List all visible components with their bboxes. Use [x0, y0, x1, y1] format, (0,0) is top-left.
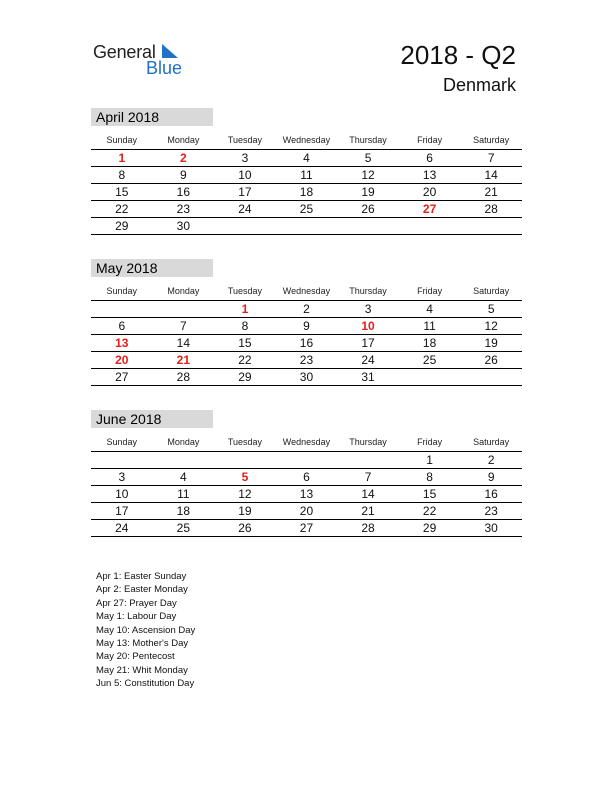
week-row	[91, 301, 522, 318]
day-cell	[276, 218, 338, 234]
day-cell: 5	[364, 151, 372, 165]
day-cell: 3	[118, 470, 126, 484]
logo-blue-text: Blue	[146, 58, 183, 78]
day-cell	[399, 218, 461, 234]
day-cell: 1	[118, 151, 126, 165]
day-cell	[337, 452, 399, 468]
day-cell: 13	[115, 336, 129, 350]
day-cell	[214, 452, 276, 468]
day-cell: 15	[115, 185, 129, 199]
day-cell: 26	[361, 202, 375, 216]
day-cell: 3	[241, 151, 249, 165]
day-cell: 8	[426, 470, 433, 484]
week-row	[91, 369, 522, 386]
holiday-item: May 21: Whit Monday	[96, 664, 188, 676]
week-row	[91, 503, 522, 520]
weekday-label: Monday	[167, 286, 200, 296]
day-cell: 20	[115, 353, 129, 367]
day-cell: 27	[422, 202, 437, 216]
day-cell	[214, 218, 276, 234]
day-cell: 4	[303, 151, 310, 165]
day-cell: 21	[484, 185, 498, 199]
country-name: Denmark	[442, 75, 516, 95]
weekday-label: Saturday	[473, 286, 510, 296]
weekday-label: Sunday	[106, 437, 138, 447]
page-title: 2018 - Q2	[400, 40, 516, 70]
weekday-label: Friday	[417, 286, 443, 296]
day-cell: 4	[426, 302, 433, 316]
month-title: June 2018	[91, 410, 213, 428]
day-cell: 12	[238, 487, 252, 501]
day-cell: 19	[484, 336, 498, 350]
day-cell: 20	[299, 504, 314, 518]
weekday-label: Monday	[167, 135, 200, 145]
day-cell: 5	[487, 302, 495, 316]
weekday-label: Monday	[167, 437, 200, 447]
holiday-item: Apr 27: Prayer Day	[96, 597, 177, 609]
day-cell: 18	[176, 504, 191, 518]
day-cell: 18	[422, 336, 437, 350]
logo-triangle-icon	[162, 44, 178, 58]
month-title: April 2018	[91, 108, 213, 126]
holiday-item: May 13: Mother's Day	[96, 638, 189, 650]
weekday-header	[91, 283, 522, 301]
day-cell: 29	[422, 521, 437, 535]
week-row	[91, 218, 522, 235]
day-cell: 7	[487, 151, 495, 165]
weekday-label: Thursday	[349, 437, 387, 447]
month-calendar	[91, 259, 522, 386]
day-cell: 27	[115, 370, 129, 384]
day-cell: 26	[484, 353, 498, 367]
day-cell: 14	[361, 487, 375, 501]
day-cell	[399, 369, 461, 385]
day-cell: 21	[361, 504, 375, 518]
day-cell: 11	[423, 319, 436, 333]
day-cell: 22	[238, 353, 252, 367]
day-cell: 17	[361, 336, 375, 350]
day-cell: 9	[487, 470, 495, 484]
week-row	[91, 201, 522, 218]
day-cell: 8	[241, 319, 249, 333]
day-cell	[337, 218, 399, 234]
day-cell: 18	[299, 185, 314, 199]
day-cell: 2	[487, 453, 495, 467]
week-row	[91, 167, 522, 184]
day-cell: 7	[180, 319, 187, 333]
weekday-label: Thursday	[349, 135, 387, 145]
day-cell: 24	[238, 202, 252, 216]
week-row	[91, 452, 522, 469]
weekday-label: Wednesday	[282, 135, 331, 145]
day-cell: 10	[115, 487, 129, 501]
day-cell: 28	[361, 521, 375, 535]
weekday-label: Thursday	[349, 286, 387, 296]
day-cell: 10	[361, 319, 375, 333]
day-cell	[276, 452, 338, 468]
day-cell: 25	[176, 521, 191, 535]
week-row	[91, 469, 522, 486]
weekday-label: Saturday	[473, 437, 510, 447]
day-cell: 17	[238, 185, 252, 199]
day-cell: 7	[364, 470, 372, 484]
holiday-item: May 20: Pentecost	[96, 651, 175, 663]
week-row	[91, 150, 522, 167]
weekday-label: Friday	[417, 135, 443, 145]
day-cell: 30	[176, 219, 191, 233]
day-cell: 2	[180, 151, 187, 165]
day-cell: 10	[238, 168, 252, 182]
day-cell: 22	[115, 202, 129, 216]
weekday-header	[91, 132, 522, 150]
holiday-item: May 1: Labour Day	[96, 611, 177, 623]
holiday-item: May 10: Ascension Day	[96, 624, 196, 636]
weekday-label: Sunday	[106, 286, 138, 296]
day-cell: 5	[241, 470, 249, 484]
day-cell: 6	[303, 470, 310, 484]
day-cell	[91, 301, 153, 317]
day-cell: 8	[118, 168, 126, 182]
day-cell: 28	[484, 202, 498, 216]
logo	[93, 40, 193, 80]
day-cell: 1	[241, 302, 249, 316]
weekday-label: Saturday	[473, 135, 510, 145]
day-cell: 25	[422, 353, 437, 367]
day-cell: 13	[299, 487, 314, 501]
day-cell: 29	[115, 219, 129, 233]
day-cell: 31	[361, 370, 375, 384]
day-cell	[91, 452, 153, 468]
day-cell: 22	[422, 504, 437, 518]
day-cell: 21	[176, 353, 191, 367]
day-cell: 27	[299, 521, 314, 535]
day-cell: 23	[176, 202, 191, 216]
week-row	[91, 352, 522, 369]
weekday-label: Friday	[417, 437, 443, 447]
week-row	[91, 486, 522, 503]
day-cell: 16	[484, 487, 498, 501]
day-cell: 23	[484, 504, 498, 518]
holiday-list	[96, 570, 195, 691]
day-cell: 1	[426, 453, 433, 467]
day-cell: 6	[426, 151, 433, 165]
day-cell	[153, 452, 215, 468]
day-cell: 30	[484, 521, 498, 535]
day-cell: 20	[422, 185, 437, 199]
day-cell: 16	[176, 185, 191, 199]
weekday-label: Wednesday	[282, 437, 331, 447]
week-row	[91, 335, 522, 352]
weekday-label: Tuesday	[227, 437, 262, 447]
day-cell: 11	[177, 487, 190, 501]
day-cell: 12	[361, 168, 375, 182]
day-cell: 24	[115, 521, 129, 535]
weekday-header	[91, 434, 522, 452]
logo-general-text: General	[93, 42, 156, 62]
weekday-label: Wednesday	[282, 286, 331, 296]
month-title: May 2018	[91, 259, 213, 277]
day-cell: 19	[238, 504, 252, 518]
weekday-label: Tuesday	[227, 135, 262, 145]
day-cell: 6	[118, 319, 126, 333]
day-cell: 3	[364, 302, 372, 316]
month-calendar	[91, 108, 522, 235]
month-calendar	[91, 410, 522, 537]
day-cell: 24	[361, 353, 375, 367]
day-cell: 19	[361, 185, 375, 199]
day-cell	[460, 369, 522, 385]
week-row	[91, 520, 522, 537]
day-cell: 15	[422, 487, 437, 501]
day-cell: 25	[299, 202, 314, 216]
day-cell: 23	[299, 353, 314, 367]
day-cell: 17	[115, 504, 129, 518]
day-cell: 16	[299, 336, 314, 350]
weekday-label: Tuesday	[227, 286, 262, 296]
holiday-item: Apr 2: Easter Monday	[96, 584, 188, 596]
day-cell: 4	[180, 470, 187, 484]
day-cell: 13	[422, 168, 437, 182]
day-cell: 9	[303, 319, 310, 333]
day-cell: 9	[180, 168, 187, 182]
day-cell	[153, 301, 215, 317]
day-cell: 2	[303, 302, 310, 316]
day-cell: 14	[484, 168, 498, 182]
weekday-label: Sunday	[106, 135, 138, 145]
holiday-item: Apr 1: Easter Sunday	[96, 571, 187, 582]
day-cell: 12	[484, 319, 498, 333]
week-row	[91, 318, 522, 335]
day-cell: 14	[176, 336, 191, 350]
day-cell: 28	[176, 370, 191, 384]
week-row	[91, 184, 522, 201]
day-cell: 15	[238, 336, 252, 350]
holiday-item: Jun 5: Constitution Day	[96, 678, 195, 690]
day-cell: 11	[300, 168, 313, 182]
day-cell: 26	[238, 521, 252, 535]
day-cell: 30	[299, 370, 314, 384]
day-cell: 29	[238, 370, 252, 384]
day-cell	[460, 218, 522, 234]
